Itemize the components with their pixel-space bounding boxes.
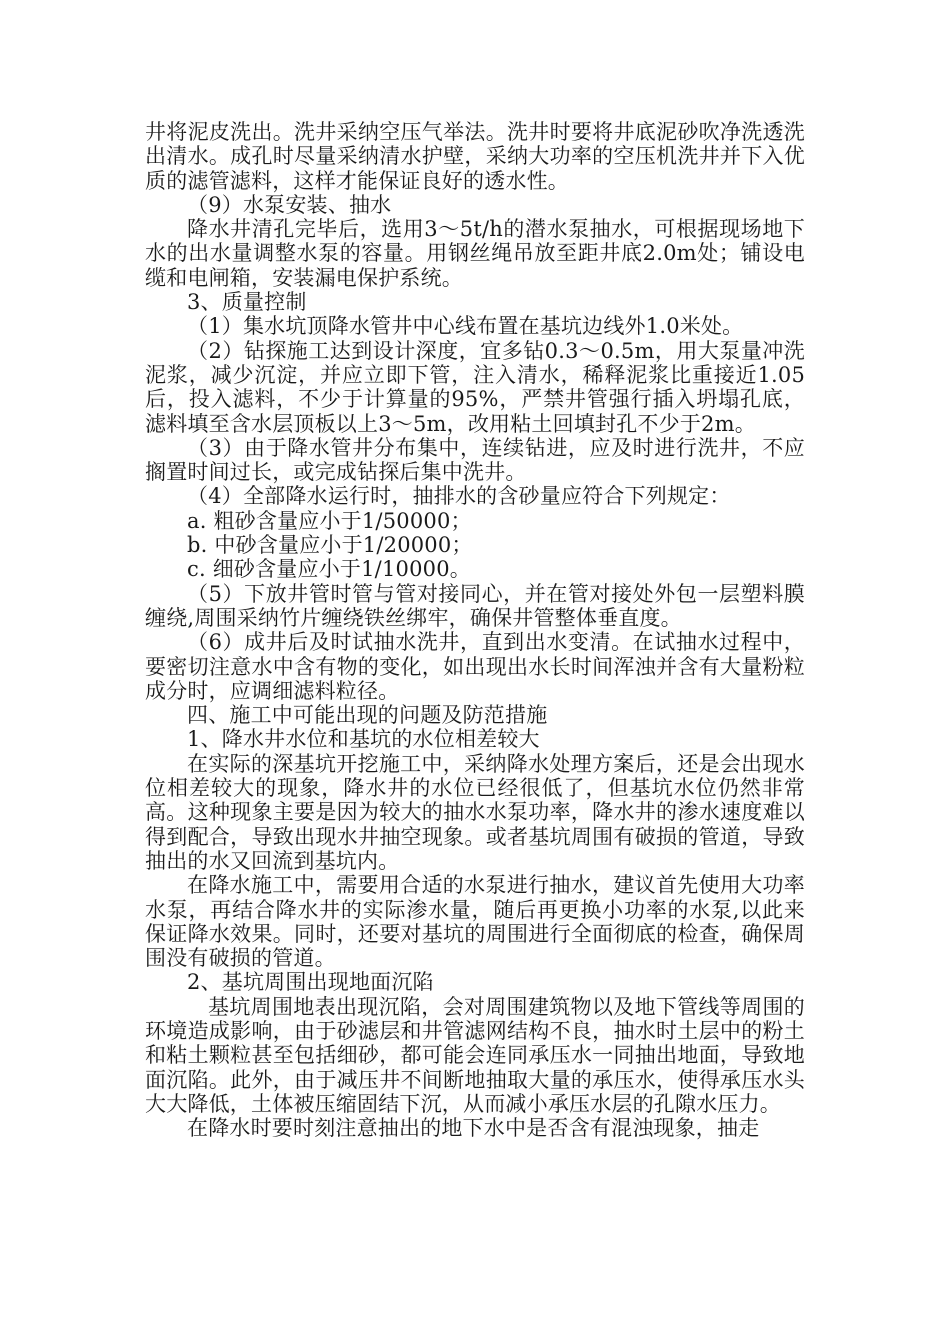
paragraph-qc-item-4: （4）全部降水运行时，抽排水的含砂量应符合下列规定： (187, 484, 731, 509)
list-item-fine-sand: c. 细砂含量应小于1/10000。 (187, 557, 471, 582)
paragraph-qc-item-1: （1）集水坑顶降水管井中心线布置在基坑边线外1.0米处。 (187, 314, 744, 339)
heading-quality-control: 3、质量控制 (187, 290, 307, 315)
paragraph-subsidence-measures: 在降水时要时刻注意抽出的地下水中是否含有混浊现象，抽走 (187, 1116, 760, 1141)
subheading-ground-subsidence: 2、基坑周围出现地面沉陷 (187, 970, 434, 995)
paragraph-qc-item-6: （6）成井后及时试抽水洗井，直到出水变清。在试抽水过程中，要密切注意水中含有物的变化，如出现出水长时间浑浊并含有大量粉粒成分时，应调细滤料粒径。 (145, 630, 805, 703)
list-item-medium-sand: b. 中砂含量应小于1/20000； (187, 533, 473, 558)
paragraph-qc-item-5: （5）下放井管时管与管对接同心，并在管对接处外包一层塑料膜缠绕,周围采纳竹片缠绕铁丝绑牢，确保井管整体垂直度。 (145, 581, 805, 630)
subheading-water-level-difference: 1、降水井水位和基坑的水位相差较大 (187, 727, 540, 752)
paragraph-pump-installation: 降水井清孔完毕后，选用3～5t/h的潜水泵抽水，可根据现场地下水的出水量调整水泵的容量。用钢丝绳吊放至距井底2.0m处；铺设电缆和电闸箱，安装漏电保护系统。 (145, 217, 805, 290)
paragraph-subsidence-cause: 基坑周围地表出现沉陷，会对周围建筑物以及地下管线等周围的环境造成影响，由于砂滤层和井管滤网结构不良，抽水时土层中的粉土和粘土颗粒甚至包括细砂，都可能会连同承压水一同抽出地面，导致地面沉陷。此外，由于减压井不间断地抽取大量的承压水，使得承压水头大大降低，土体被压缩固结下沉，从而减小承压水层的孔隙水压力。 (145, 994, 805, 1116)
heading-pump-installation: （9）水泵安装、抽水 (187, 192, 392, 217)
list-item-coarse-sand: a. 粗砂含量应小于1/50000； (187, 508, 472, 533)
document-body (145, 120, 805, 1140)
paragraph-qc-item-3: （3）由于降水管井分布集中，连续钻进，应及时进行洗井，不应搁置时间过长，或完成钻探后集中洗井。 (145, 435, 805, 485)
paragraph-water-level-cause: 在实际的深基坑开挖施工中，采纳降水处理方案后，还是会出现水位相差较大的现象，降水井的水位已经很低了，但基坑水位仍然非常高。这种现象主要是因为较大的抽水水泵功率，降水井的渗水速度难以得到配合，导致出现水井抽空现象。或者基坑周围有破损的管道，导致抽出的水又回流到基坑内。 (145, 751, 805, 873)
paragraph-qc-item-2: （2）钻探施工达到设计深度，宜多钻0.3～0.5m，用大泵量冲洗泥浆，减少沉淀，并应立即下管，注入清水，稀释泥浆比重接近1.05后，投入滤料，不少于计算量的95%，严禁井管强行插入坍塌孔底，滤料填至含水层顶板以上3～5m，改用粘土回填封孔不少于2m。 (145, 338, 805, 436)
paragraph-water-level-measures: 在降水施工中，需要用合适的水泵进行抽水，建议首先使用大功率水泵，再结合降水井的实际渗水量，随后再更换小功率的水泵,以此来保证降水效果。同时，还要对基坑的周围进行全面彻底的检查，确保周围没有破损的管道。 (145, 873, 805, 971)
section-heading-problems: 四、施工中可能出现的问题及防范措施 (187, 703, 548, 728)
paragraph-well-washing: 井将泥皮洗出。洗井采纳空压气举法。洗井时要将井底泥砂吹净洗透洗出清水。成孔时尽量采纳清水护壁，采纳大功率的空压机洗井并下入优质的滤管滤料，这样才能保证良好的透水性。 (145, 120, 805, 193)
